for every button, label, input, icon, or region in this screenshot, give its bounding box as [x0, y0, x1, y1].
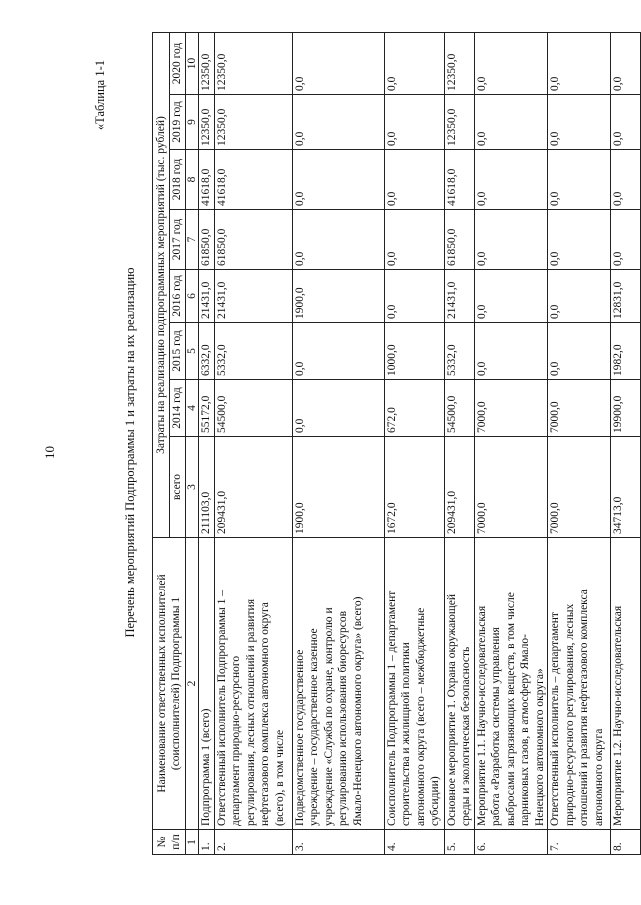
table-row	[474, 33, 548, 855]
row-value: 0,0	[474, 95, 548, 150]
row-value: 0,0	[548, 210, 611, 270]
table-row	[548, 33, 611, 855]
column-number: 4	[186, 380, 199, 437]
row-value: 12350,0	[199, 33, 215, 95]
table-row	[444, 33, 474, 855]
row-value: 0,0	[292, 95, 384, 150]
row-number: 2.	[214, 830, 292, 855]
row-value: 12350,0	[214, 95, 292, 150]
row-value: 1900,0	[292, 270, 384, 323]
row-value: 54500,0	[214, 380, 292, 437]
row-value: 21431,0	[444, 270, 474, 323]
header-year: 2017 год	[170, 210, 186, 270]
row-value: 0,0	[384, 270, 444, 323]
row-number: 6.	[474, 830, 548, 855]
row-value: 5332,0	[214, 323, 292, 380]
header-year: 2014 год	[170, 380, 186, 437]
row-value: 21431,0	[199, 270, 215, 323]
column-number: 5	[186, 323, 199, 380]
header-row	[153, 33, 170, 855]
row-value: 211103,0	[199, 437, 215, 538]
table-container	[152, 32, 624, 855]
header-year: 2019 год	[170, 95, 186, 150]
row-value: 0,0	[384, 95, 444, 150]
row-value: 0,0	[474, 323, 548, 380]
column-number: 8	[186, 150, 199, 210]
row-value: 0,0	[474, 210, 548, 270]
row-number: 5.	[444, 830, 474, 855]
row-value: 1900,0	[292, 437, 384, 538]
table-row	[292, 33, 384, 855]
row-name: Ответственный исполнитель – департамент природно-ресурсного регулирования, лесных отношений и развития нефтегазового комплекса автономного округа	[548, 538, 611, 830]
row-value: 54500,0	[444, 380, 474, 437]
row-value: 672,0	[384, 380, 444, 437]
column-number: 6	[186, 270, 199, 323]
row-value: 0,0	[548, 95, 611, 150]
row-value: 12350,0	[444, 95, 474, 150]
document-title: Перечень мероприятий Подпрограммы 1 и затраты на их реализацию	[123, 267, 137, 638]
row-value: 0,0	[384, 150, 444, 210]
row-value: 34713,0	[611, 437, 641, 538]
row-value: 1672,0	[384, 437, 444, 538]
header-costs: Затраты на реализацию подпрограммных мероприятий (тыс. рублей)	[153, 33, 170, 538]
row-value: 41618,0	[444, 150, 474, 210]
page-number: 10	[42, 446, 57, 459]
costs-table	[152, 32, 641, 855]
row-value: 7000,0	[548, 380, 611, 437]
row-number: 7.	[548, 830, 611, 855]
row-value: 0,0	[384, 210, 444, 270]
column-number: 10	[186, 33, 199, 95]
row-value: 55172,0	[199, 380, 215, 437]
row-value: 0,0	[292, 380, 384, 437]
table-row	[611, 33, 641, 855]
row-value: 0,0	[474, 270, 548, 323]
row-value: 0,0	[474, 150, 548, 210]
row-value: 61850,0	[214, 210, 292, 270]
row-value: 1000,0	[384, 323, 444, 380]
header-year: 2020 год	[170, 33, 186, 95]
row-value: 0,0	[548, 33, 611, 95]
row-value: 41618,0	[199, 150, 215, 210]
row-value: 0,0	[548, 270, 611, 323]
row-value: 61850,0	[199, 210, 215, 270]
table-row	[384, 33, 444, 855]
row-value: 5332,0	[444, 323, 474, 380]
row-value: 209431,0	[444, 437, 474, 538]
row-value: 0,0	[292, 210, 384, 270]
header-num: № п/п	[153, 830, 186, 855]
row-value: 7000,0	[474, 437, 548, 538]
row-value: 6332,0	[199, 323, 215, 380]
header-year: 2015 год	[170, 323, 186, 380]
row-number: 4.	[384, 830, 444, 855]
row-name: Мероприятие 1.1. Научно-исследовательская работа «Разработка системы управления выбросами загрязняющих веществ, в том числе парниковых газов, в атмосферу Ямало- Ненецкого автономного округа»	[474, 538, 548, 830]
row-value: 12350,0	[199, 95, 215, 150]
row-value: 7000,0	[548, 437, 611, 538]
header-year: 2018 год	[170, 150, 186, 210]
row-number: 8.	[611, 830, 641, 855]
row-value: 12831,0	[611, 270, 641, 323]
table-row	[199, 33, 215, 855]
row-value: 0,0	[384, 33, 444, 95]
row-value: 61850,0	[444, 210, 474, 270]
row-value: 0,0	[292, 150, 384, 210]
column-number: 3	[186, 437, 199, 538]
row-value: 12350,0	[214, 33, 292, 95]
row-value: 21431,0	[214, 270, 292, 323]
header-year: всего	[170, 437, 186, 538]
row-name: Соисполнитель Подпрограммы 1 – департамент строительства и жилищной политики автономного округа (всего – межбюджетные субсидии)	[384, 538, 444, 830]
row-value: 0,0	[611, 33, 641, 95]
column-number: 7	[186, 210, 199, 270]
row-value: 1982,0	[611, 323, 641, 380]
row-value: 7000,0	[474, 380, 548, 437]
row-value: 41618,0	[214, 150, 292, 210]
row-value: 0,0	[611, 210, 641, 270]
table-label: «Таблица 1-1	[93, 60, 107, 131]
row-value: 0,0	[292, 323, 384, 380]
row-value: 0,0	[611, 95, 641, 150]
row-value: 19900,0	[611, 380, 641, 437]
row-value: 0,0	[292, 33, 384, 95]
row-name: Подведомственное государственное учреждение – государственное казенное учреждение «Служба по охране, контролю и регулированию использования биоресурсов Ямало-Ненецкого автономного округа» (всего)	[292, 538, 384, 830]
column-numbers-row	[186, 33, 199, 855]
row-value: 0,0	[474, 33, 548, 95]
row-name: Мероприятие 1.2. Научно-исследовательская	[611, 538, 641, 830]
row-value: 0,0	[611, 150, 641, 210]
header-name: Наименование ответственных исполнителей (соисполнителей) Подпрограммы 1	[153, 538, 186, 830]
row-value: 0,0	[548, 323, 611, 380]
column-number: 2	[186, 538, 199, 830]
column-number: 1	[186, 830, 199, 855]
row-number: 3.	[292, 830, 384, 855]
row-value: 0,0	[548, 150, 611, 210]
row-value: 209431,0	[214, 437, 292, 538]
row-number: 1.	[199, 830, 215, 855]
row-name: Подпрограмма 1 (всего)	[199, 538, 215, 830]
row-name: Основное мероприятие 1. Охрана окружающей среды и экологическая безопасность	[444, 538, 474, 830]
row-value: 12350,0	[444, 33, 474, 95]
column-number: 9	[186, 95, 199, 150]
header-year: 2016 год	[170, 270, 186, 323]
table-row	[214, 33, 292, 855]
row-name: Ответственный исполнитель Подпрограммы 1 – департамент природно-ресурсного регулирования, лесных отношений и развития нефтегазового комплекса автономного округа (всего), в том числе	[214, 538, 292, 830]
